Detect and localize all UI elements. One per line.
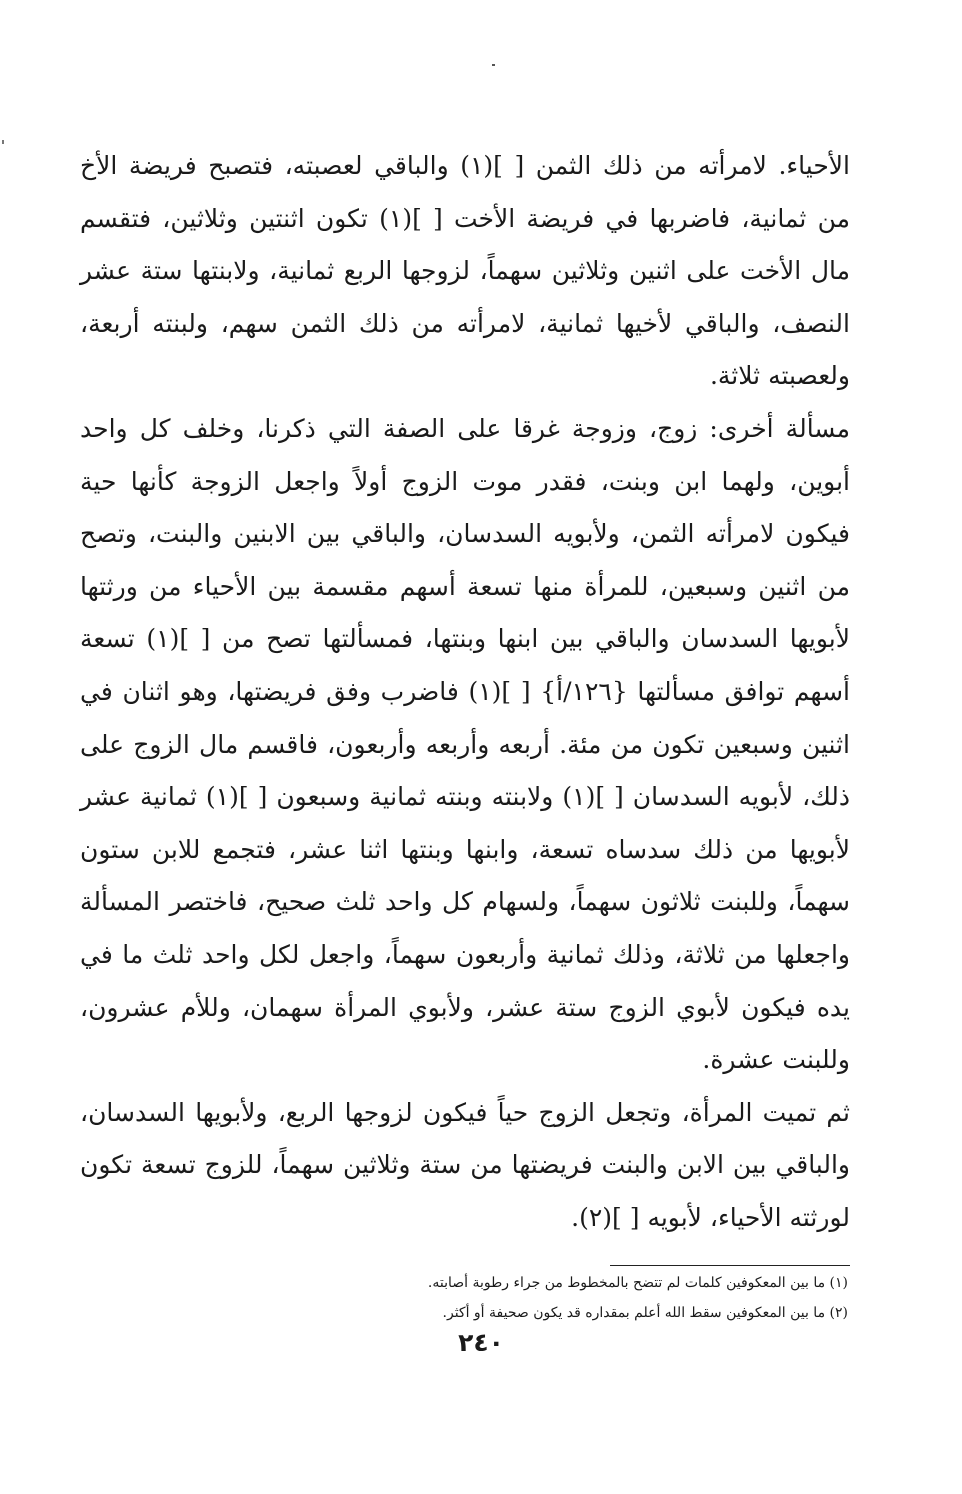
text-line: حية فيكون لامرأته الثمن، ولأبويه السدسان، والباقي بين الابنين والبنت، <box>80 466 851 549</box>
text-line: فاختصر المسألة واجعلها من ثلاثة، وذلك ثمانية وأربعون سهماً، واجعل لكل <box>80 887 850 969</box>
text-line: ثم تميت المرأة، وتجعل الزوج حياً فيكون لزوجها الربع، ولأبويها <box>195 1097 850 1127</box>
text-line: تسعة أسهم توافق مسألتها {١٢٦/أ} [ ](١) فاضرب وفق فريضتها، وهو <box>80 624 850 706</box>
footnotes <box>80 1268 848 1328</box>
text-line: واحد أبوين، ولهما ابن وبنت، فقدر موت الزوج أولاً واجعل الزوجة كأنها <box>80 413 851 496</box>
text-line: للابن ستون سهماً، وللبنت ثلاثون سهماً، ولسهام كل واحد ثلث صحيح، <box>80 834 850 917</box>
paragraph <box>80 1087 850 1245</box>
text-line: ثمانية، فاضربها في فريضة الأخت [ ](١) تكون اثنتين وثلاثين، فتقسم مال <box>80 203 850 286</box>
page-number: ٢٤٠ <box>458 1328 504 1357</box>
text-line: وللأم عشرون، وللبنت عشرة. <box>80 992 850 1075</box>
footnote-2: (٢) ما بين المعكوفين سقط الله أعلم بمقداره قد يكون صحيفة أو أكثر. <box>442 1305 848 1321</box>
footnote-separator <box>610 1265 850 1266</box>
body-text <box>80 140 850 1244</box>
paragraph <box>80 140 850 403</box>
text-line: ولعصبته ثلاثة. <box>709 361 850 391</box>
text-line: الأخت على اثنين وثلاثين سهماً، لزوجها الربع ثمانية، ولابنتها ستة عشر <box>80 256 802 286</box>
text-line: اثنان في اثنين وسبعين تكون من مئة. أربعه وأربعه وأربعون، فاقسم مال <box>80 676 851 759</box>
scan-speck <box>492 64 495 66</box>
text-line: ](١) ثمانية عشر لأبويها من ذلك سدساه تسعة، وابنها وبنتها اثنا عشر، فتجمع <box>80 782 850 864</box>
text-line: واحد ثلث ما في يده فيكون لأبوي الزوج ستة عشر، ولأبوي المرأة سهمان، <box>80 939 850 1022</box>
paragraph <box>80 403 850 1087</box>
text-line: النصف، والباقي لأخيها ثمانية، لامرأته من ذلك الثمن سهم، ولبنته أربعة، <box>80 308 850 338</box>
footnote-1: (١) ما بين المعكوفين كلمات لم تتضح بالمخطوط من جراء رطوبة أصابته. <box>427 1275 848 1291</box>
text-line: مسألة أخرى: زوج، وزوجة غرقا على الصفة التي ذكرنا، وخلف كل <box>139 413 850 443</box>
text-line: الزوج على ذلك، لأبويه السدسان [ ](١) ولابنته وبنته ثمانية وسبعون [ <box>80 729 851 812</box>
text-line: وتصح من اثنين وسبعين، للمرأة منها تسعة أسهم مقسمة بين الأحياء من <box>80 519 850 601</box>
text-line: تسعة تكون لورثته الأحياء، لأبويه [ ](٢). <box>80 1150 850 1232</box>
text-line: الأحياء. لامرأته من ذلك الثمن [ ](١) والباقي لعصبته، فتصبح فريضة الأخ من <box>80 151 850 233</box>
text-line: السدسان، والباقي بين الابن والبنت فريضتها من ستة وثلاثين سهماً، للزوج <box>80 1097 850 1180</box>
scan-speck <box>2 140 4 144</box>
text-line: ورثتها لأبويها السدسان والباقي بين ابنها وبنتها، فمسألتها تصح من [ ](١) <box>80 571 850 654</box>
